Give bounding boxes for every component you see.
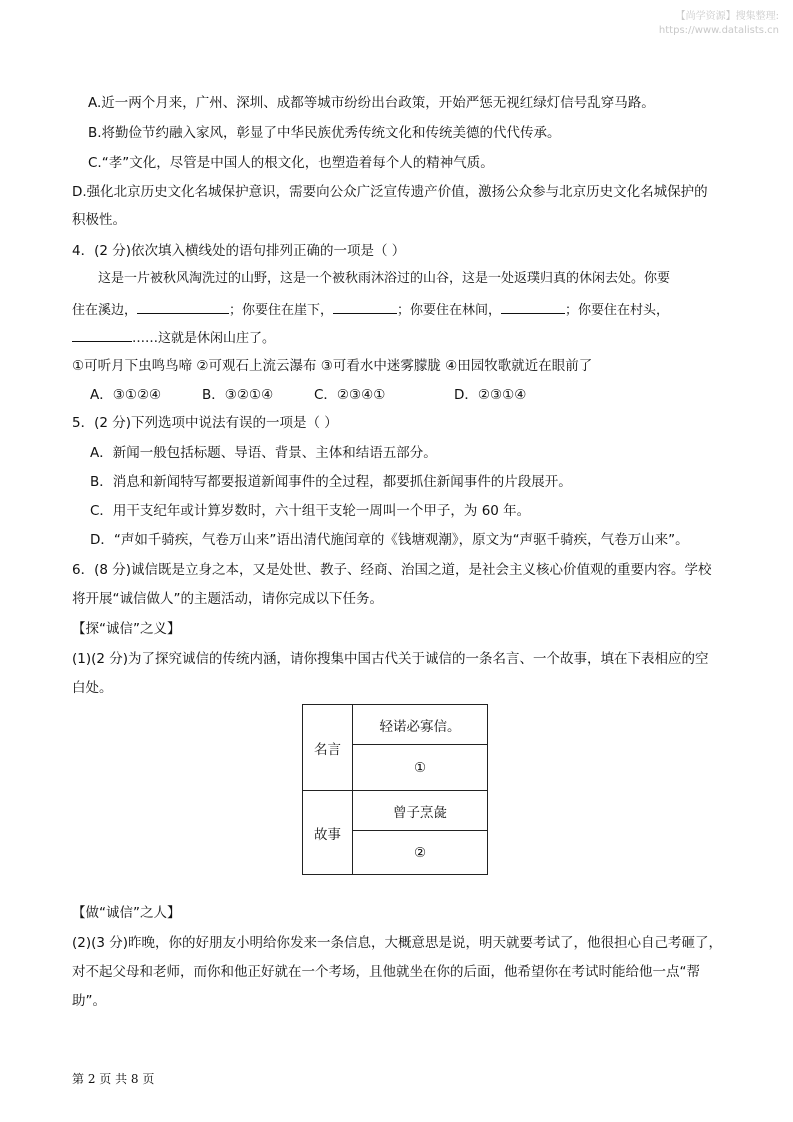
table-head-quote: 名言: [303, 705, 353, 791]
watermark-line2: https://www.datalists.cn: [658, 25, 779, 36]
blank-2: [333, 300, 397, 314]
q6-sub2-line3: 助”。: [72, 993, 106, 1009]
q5-option-b: B．消息和新闻特写都要报道新闻事件的全过程，都要抓住新闻事件的片段展开。: [90, 474, 572, 490]
page-footer: 第 2 页 共 8 页: [72, 1072, 155, 1086]
q4-p2-c: ；你要住在林间，: [397, 303, 502, 318]
q4-p2-d: ；你要住在村头，: [565, 303, 670, 318]
q5-stem: 5．(2 分)下列选项中说法有误的一项是（ ）: [72, 415, 338, 431]
q4-items: ①可听月下虫鸣鸟啼 ②可观石上流云瀑布 ③可看水中迷雾朦胧 ④田园牧歌就近在眼前了: [72, 358, 593, 374]
table-cell-quote: 轻诺必寡信。: [353, 705, 488, 745]
table-head-story: 故事: [303, 791, 353, 875]
q6-section-heading-2: 【做“诚信”之人】: [72, 905, 181, 921]
q4-p3: ……这就是休闲山庄了。: [132, 331, 276, 346]
q4-stem: 4．(2 分)依次填入横线处的语句排列正确的一项是（ ）: [72, 243, 406, 259]
q6-sub2-line1: (2)(3 分)昨晚，你的好朋友小明给你发来一条信息，大概意思是说，明天就要考试了，他很担心自己考砸了，: [72, 935, 723, 951]
q4-option-c: C．②③④①: [314, 387, 386, 403]
q4-passage-line3: [72, 328, 275, 348]
q6-sub1-line2: 白处。: [72, 680, 113, 696]
q5-option-a: A．新闻一般包括标题、导语、背景、主体和结语五部分。: [90, 445, 437, 461]
q6-sub2-line2: 对不起父母和老师，而你和他正好就在一个考场，且他就坐在你的后面，他希望你在考试时能给他一点“帮: [72, 964, 700, 980]
table-cell-story: 曾子烹彘: [353, 791, 488, 831]
q4-options: [90, 386, 526, 404]
blank-3: [501, 300, 565, 314]
q6-stem-line2: 将开展“诚信做人”的主题活动，请你完成以下任务。: [72, 591, 383, 607]
q3-option-a: A.近一两个月来，广州、深圳、成都等城市纷纷出台政策，开始严惩无视红绿灯信号乱穿马路。: [88, 95, 655, 111]
blank-4: [72, 328, 132, 342]
q3-option-b: B.将勤俭节约融入家风，彰显了中华民族优秀传统文化和传统美德的代代传承。: [88, 125, 561, 141]
q4-option-d: D．②③①④: [454, 387, 527, 403]
watermark: [659, 10, 779, 38]
q6-section-heading-1: 【探“诚信”之义】: [72, 621, 181, 637]
q3-option-c: C.“孝”文化，尽管是中国人的根文化，也塑造着每个人的精神气质。: [88, 155, 494, 171]
q5-option-d: D．“声如千骑疾，气卷万山来”语出清代施闰章的《钱塘观潮》，原文为“声驱千骑疾，气卷万山来”。: [90, 532, 689, 548]
integrity-table: [302, 704, 488, 875]
table-cell-blank-1: ①: [353, 745, 488, 791]
q4-p2-a: 住在溪边，: [72, 303, 138, 318]
q5-option-c: C．用干支纪年或计算岁数时，六十组干支轮一周叫一个甲子，为 60 年。: [90, 503, 531, 519]
q3-option-d-line1: D.强化北京历史文化名城保护意识，需要向公众广泛宣传遗产价值，激扬公众参与北京历史文化名城保护的: [72, 184, 708, 200]
table-cell-blank-2: ②: [353, 831, 488, 875]
q6-sub1-line1: (1)(2 分)为了探究诚信的传统内涵，请你搜集中国古代关于诚信的一条名言、一个故事，填在下表相应的空: [72, 651, 709, 667]
q4-option-a: A．③①②④: [90, 387, 162, 403]
q4-passage-line2: [72, 300, 669, 320]
watermark-line1: 【尚学资源】搜集整理:: [675, 11, 779, 22]
q4-passage-line1: 这是一片被秋风淘洗过的山野，这是一个被秋雨沐浴过的山谷，这是一处返璞归真的休闲去处。你要: [98, 271, 671, 286]
q3-option-d-line2: 积极性。: [72, 212, 126, 228]
q4-option-b: B．③②①④: [202, 387, 274, 403]
q4-p2-b: ；你要住在崖下，: [229, 303, 334, 318]
q6-stem-line1: 6．(8 分)诚信既是立身之本，又是处世、教子、经商、治国之道，是社会主义核心价值观的重要内容。学校: [72, 562, 712, 578]
blank-1: [137, 300, 229, 314]
